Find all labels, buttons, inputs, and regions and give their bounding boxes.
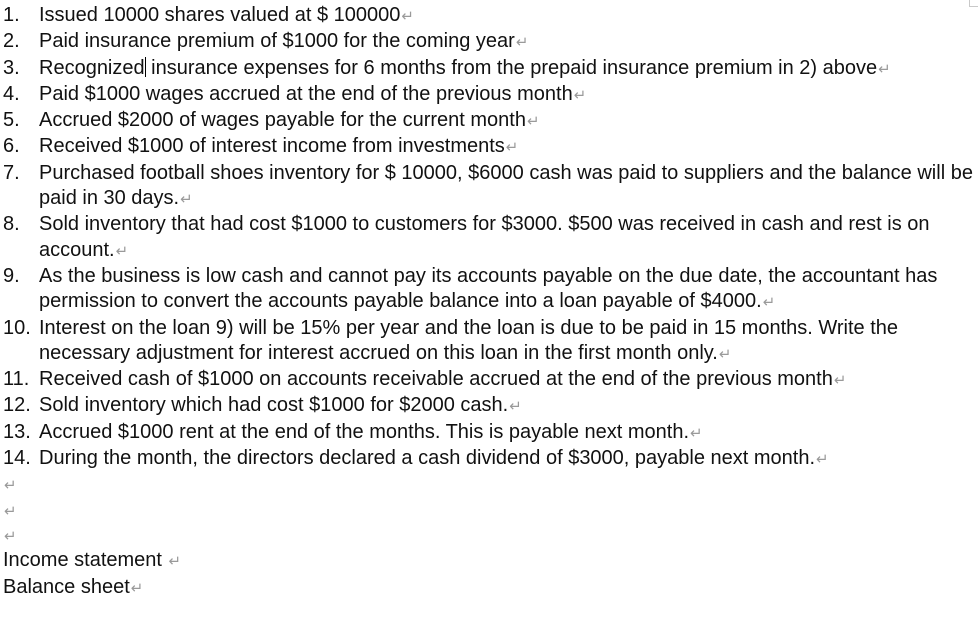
item-number: 5. <box>3 109 20 132</box>
transaction-list <box>3 3 978 472</box>
item-text: During the month, the directors declared a cash dividend of $3000, payable next month. <box>39 447 816 470</box>
list-item[interactable] <box>3 264 978 316</box>
list-item[interactable] <box>3 82 978 108</box>
paragraph-mark-icon: ↵ <box>401 7 414 25</box>
item-number: 12. <box>3 394 31 417</box>
item-number: 11. <box>3 368 30 391</box>
paragraph-mark-icon: ↵ <box>505 138 519 157</box>
list-item[interactable] <box>3 3 978 29</box>
item-text: Interest on the loan 9) will be 15% per year and the loan is due to be paid in 15 months. Write the necessary adjustment for interest accrued on this loan in the first month only. <box>39 316 899 364</box>
list-item[interactable] <box>3 108 978 134</box>
list-item[interactable] <box>3 446 978 472</box>
paragraph-mark-icon: ↵ <box>168 552 182 571</box>
paragraph-mark-icon: ↵ <box>718 344 732 363</box>
paragraph-mark-icon: ↵ <box>573 85 587 104</box>
item-text: Recognized <box>39 56 145 79</box>
paragraph-mark-icon: ↵ <box>878 59 891 78</box>
list-item[interactable] <box>3 56 978 82</box>
item-number: 9. <box>3 264 20 287</box>
item-text: Received cash of $1000 on accounts receivable accrued at the end of the previous month <box>39 368 833 391</box>
paragraph-mark-icon: ↵ <box>509 397 522 416</box>
balance-sheet-text: Balance sheet <box>3 575 130 598</box>
item-text: Sold inventory that had cost $1000 to customers for $3000. $500 was received in cash and rest is on account. <box>39 213 930 261</box>
paragraph-mark-icon: ↵ <box>816 450 829 469</box>
list-item[interactable] <box>3 134 978 160</box>
income-statement-text: Income statement <box>3 549 168 572</box>
paragraph-mark-icon: ↵ <box>833 371 847 390</box>
empty-paragraph[interactable] <box>3 472 978 497</box>
document-body[interactable] <box>3 3 978 601</box>
empty-paragraph[interactable] <box>3 523 978 548</box>
list-item[interactable] <box>3 420 978 446</box>
balance-sheet-heading[interactable] <box>3 575 978 601</box>
list-item[interactable] <box>3 212 978 264</box>
item-text: Paid $1000 wages accrued at the end of the previous month <box>39 82 573 105</box>
paragraph-mark-icon: ↵ <box>4 526 17 545</box>
item-number: 2. <box>3 30 20 53</box>
item-number: 13. <box>3 420 31 443</box>
paragraph-mark-icon: ↵ <box>115 241 129 260</box>
list-item[interactable] <box>3 161 978 213</box>
item-number: 4. <box>3 82 20 105</box>
paragraph-mark-icon: ↵ <box>515 33 529 52</box>
empty-paragraph[interactable] <box>3 498 978 523</box>
list-item[interactable] <box>3 367 978 393</box>
list-item[interactable] <box>3 316 978 368</box>
item-text: Paid insurance premium of $1000 for the coming year <box>39 30 515 53</box>
item-text: Received $1000 of interest income from investments <box>39 135 505 158</box>
item-number: 6. <box>3 135 20 158</box>
item-text: Sold inventory which had cost $1000 for $2000 cash. <box>39 394 509 417</box>
item-number: 8. <box>3 213 20 236</box>
list-item[interactable] <box>3 29 978 55</box>
list-item[interactable] <box>3 393 978 419</box>
paragraph-mark-icon: ↵ <box>690 423 703 442</box>
item-number: 10. <box>3 316 31 339</box>
item-text: Accrued $1000 rent at the end of the months. This is payable next month. <box>39 420 690 443</box>
paragraph-mark-icon: ↵ <box>130 578 144 597</box>
paragraph-mark-icon: ↵ <box>4 476 17 495</box>
item-text: Purchased football shoes inventory for $ 10000, $6000 cash was paid to suppliers and the balance will be paid in 30 days. <box>39 161 973 210</box>
paragraph-mark-icon: ↵ <box>762 293 776 312</box>
paragraph-mark-icon: ↵ <box>180 190 193 209</box>
item-text: Accrued $2000 of wages payable for the current month <box>39 109 526 132</box>
item-text: insurance expenses for 6 months from the prepaid insurance premium in 2) above <box>145 56 878 79</box>
item-text: As the business is low cash and cannot pay its accounts payable on the due date, the accountant has permission to convert the accounts payable balance into a loan payable of $4000. <box>39 264 938 313</box>
item-text: Issued 10000 shares valued at $ 100000 <box>39 4 401 26</box>
income-statement-heading[interactable] <box>3 548 978 574</box>
paragraph-mark-icon: ↵ <box>4 501 17 520</box>
item-number: 1. <box>3 4 20 26</box>
paragraph-mark-icon: ↵ <box>526 112 540 131</box>
item-number: 3. <box>3 56 20 79</box>
item-number: 7. <box>3 161 20 184</box>
item-number: 14. <box>3 447 31 470</box>
